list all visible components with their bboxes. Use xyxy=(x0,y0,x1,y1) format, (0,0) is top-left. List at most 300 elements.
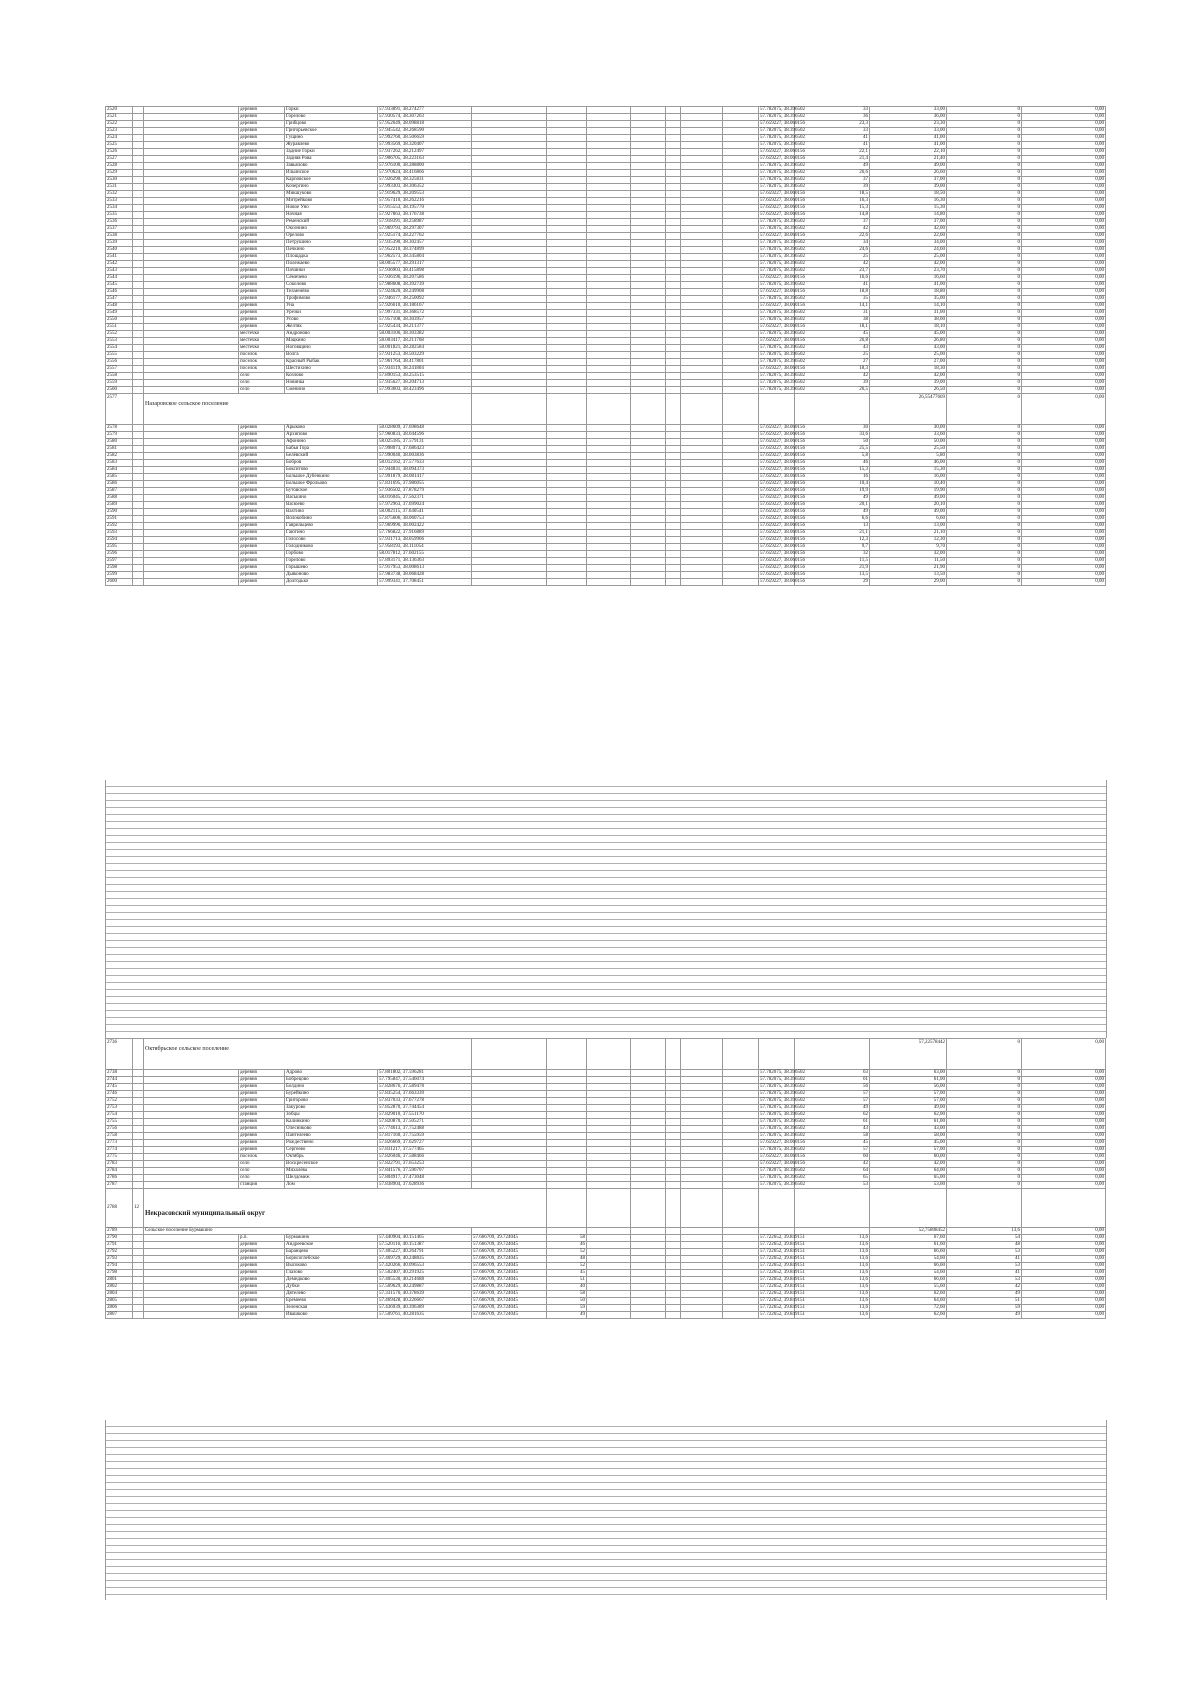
cell-n: 2581 xyxy=(106,446,133,453)
cell-center: 57.659227, 38.060156 xyxy=(760,1161,806,1166)
cell-v2: 56,00 xyxy=(870,1084,947,1091)
cell-z2: 0,00 xyxy=(1022,142,1106,149)
cell-v1: 51 xyxy=(947,1298,1022,1305)
cell-v2: 42,00 xyxy=(870,261,947,268)
cell-z2: 0,00 xyxy=(1022,191,1106,198)
cell-z1: 0 xyxy=(947,205,1022,212)
cell-c1: 57.666709, 39.724045 xyxy=(472,1298,547,1305)
cell-n: 2526 xyxy=(106,149,133,156)
table-row xyxy=(106,135,1106,142)
cell-z2: 0,00 xyxy=(1022,1312,1106,1319)
cell-n: 2745 xyxy=(106,1084,133,1091)
cell-v2: 32,00 xyxy=(870,551,947,558)
table-row xyxy=(106,191,1106,198)
table-row xyxy=(106,128,1106,135)
cell-name: Петрушино xyxy=(285,240,378,247)
cell-z1: 0 xyxy=(947,254,1022,261)
cell-z1: 0 xyxy=(947,432,1022,439)
cell-v2: 37,00 xyxy=(870,177,947,184)
cell-n: 2786 xyxy=(106,1175,133,1182)
cell-name: Шелдомеж xyxy=(285,1175,378,1182)
cell-dist: 11,5 xyxy=(795,558,870,565)
cell-z2: 0,00 xyxy=(1022,495,1106,502)
cell-type: деревня xyxy=(239,579,285,586)
cell-z1: 0 xyxy=(947,289,1022,296)
cell-name: Зеленская xyxy=(285,1305,378,1312)
cell-v2: 20,10 xyxy=(870,502,947,509)
cell-v2: 64,60 xyxy=(870,1298,947,1305)
cell-n: 2802 xyxy=(106,1284,133,1291)
cell-name: Калинкино xyxy=(285,1119,378,1126)
cell-k: 13,6 xyxy=(795,1242,870,1249)
cell-type: деревня xyxy=(239,247,285,254)
cell-dist: 34 xyxy=(795,240,870,247)
cell-z1: 0 xyxy=(947,551,1022,558)
cell-type: деревня xyxy=(239,324,285,331)
cell-dist: 26,5 xyxy=(795,387,870,394)
spreadsheet-page-lower xyxy=(105,1038,1105,1319)
cell-z2: 0,00 xyxy=(1022,261,1106,268)
cell-name: Шестихино xyxy=(285,366,378,373)
cell-n: 2598 xyxy=(106,565,133,572)
table-row xyxy=(106,1105,1106,1112)
cell-dist: 25,5 xyxy=(795,446,870,453)
cell-center: 57.659227, 38.060156 xyxy=(760,481,805,486)
table-row xyxy=(106,121,1106,128)
cell-dist: 13 xyxy=(795,523,870,530)
cell-type: местечко xyxy=(239,338,285,345)
cell-n: 2806 xyxy=(106,1305,133,1312)
section-header-2 xyxy=(106,1039,1106,1070)
cell-dist: 14,1 xyxy=(795,303,870,310)
cell-z2: 0,00 xyxy=(1022,467,1106,474)
table-row xyxy=(106,324,1106,331)
cell-z2: 0,00 xyxy=(1022,544,1106,551)
cell-z2: 0,00 xyxy=(1022,1256,1106,1263)
cell-coords: 58.002115, 37.640541 xyxy=(378,509,472,516)
cell-type: поселок xyxy=(239,366,285,373)
table-row xyxy=(106,1133,1106,1140)
cell-center: 57.782075, 38.396502 xyxy=(760,373,805,378)
table-row xyxy=(106,1175,1106,1182)
cell-coords: 57.469428, 40.226667 xyxy=(378,1298,472,1305)
cell-v2: 53,00 xyxy=(870,1182,947,1189)
table-row xyxy=(106,373,1106,380)
cell-center: 57.659227, 38.060156 xyxy=(760,205,805,210)
cell-type: деревня xyxy=(239,191,285,198)
cell-z2: 0,00 xyxy=(1022,1154,1106,1161)
cell-type: село xyxy=(239,1168,285,1175)
cell-z2: 0,00 xyxy=(1022,352,1106,359)
cell-z2: 0,00 xyxy=(1022,558,1106,565)
cell-dist: 45 xyxy=(795,1140,870,1147)
cell-z2: 0,00 xyxy=(1022,324,1106,331)
table-row xyxy=(106,1312,1106,1319)
table-row xyxy=(106,1119,1106,1126)
cell-v2: 25,00 xyxy=(870,254,947,261)
cell-z1: 0 xyxy=(947,1168,1022,1175)
cell-z2: 0,00 xyxy=(1022,226,1106,233)
cell-z2: 0,00 xyxy=(1022,114,1106,121)
table-row xyxy=(106,338,1106,345)
table-row xyxy=(106,296,1106,303)
cell-dist: 41 xyxy=(795,142,870,149)
cell-v2: 49,00 xyxy=(870,163,947,170)
table-row xyxy=(106,359,1106,366)
cell-n: 2791 xyxy=(106,1242,133,1249)
cell-d1: 46 xyxy=(547,1242,587,1249)
cell-z2: 0,00 xyxy=(1022,439,1106,446)
cell-z1: 0 xyxy=(947,282,1022,289)
cell-n: 2738 xyxy=(106,1070,133,1077)
cell-type: деревня xyxy=(239,114,285,121)
cell-center: 57.659227, 38.060156 xyxy=(760,467,805,472)
cell-n: 2584 xyxy=(106,467,133,474)
section-header xyxy=(106,394,1106,425)
cell-center: 57.659227, 38.060156 xyxy=(760,425,805,430)
cell-type: деревня xyxy=(239,226,285,233)
table-row xyxy=(106,331,1106,338)
cell-name: Сергеево xyxy=(285,1147,378,1154)
cell-type: деревня xyxy=(239,317,285,324)
cell-dist: 21,4 xyxy=(795,156,870,163)
table-row xyxy=(106,345,1106,352)
cell-dist: 9,7 xyxy=(795,544,870,551)
cell-name: Голосово xyxy=(285,537,378,544)
cell-name: Бобрецово xyxy=(285,1077,378,1084)
cell-type: деревня xyxy=(239,163,285,170)
cell-coords: 57.952649, 38.098818 xyxy=(378,121,472,128)
cell-z1: 0 xyxy=(947,387,1022,394)
cell-v2: 57,00 xyxy=(870,1147,947,1154)
cell-name: Баранцево xyxy=(285,1249,378,1256)
cell-coords: 57.934119, 38.241804 xyxy=(378,366,472,373)
cell-type: деревня xyxy=(239,509,285,516)
cell-name: Мацкино xyxy=(285,338,378,345)
cell-dist: 33 xyxy=(795,128,870,135)
cell-z2: 0,00 xyxy=(1022,1270,1106,1277)
cell-n: 2520 xyxy=(106,107,133,114)
cell-center: 57.659227, 38.060156 xyxy=(760,537,805,542)
cell-name: Орелово xyxy=(285,233,378,240)
cell-name: Трофимово xyxy=(285,296,378,303)
cell-v2: 39,00 xyxy=(870,184,947,191)
cell-dist: 23,7 xyxy=(795,268,870,275)
cell-name: Закурово xyxy=(285,1105,378,1112)
cell-z2: 0,00 xyxy=(1022,310,1106,317)
cell-name: Микшуково xyxy=(285,191,378,198)
cell-dist: 25 xyxy=(795,254,870,261)
cell-n: 2594 xyxy=(106,537,133,544)
cell-type: деревня xyxy=(239,1270,285,1277)
cell-dist: 61 xyxy=(795,1077,870,1084)
cell-z2: 0,00 xyxy=(1022,509,1106,516)
cell-n: 2530 xyxy=(106,177,133,184)
cell-z2: 0,00 xyxy=(1022,488,1106,495)
cell-coords: 57.998073, 37.686423 xyxy=(378,446,472,453)
cell-z2: 0,00 xyxy=(1022,380,1106,387)
cell-type: р.п. xyxy=(239,1235,285,1242)
cell-center: 57.659227, 38.060156 xyxy=(760,149,805,154)
cell-v2: 66,60 xyxy=(870,1249,947,1256)
cell-z2: 0,00 xyxy=(1022,1091,1106,1098)
cell-center: 57.782075, 38.396502 xyxy=(760,1147,806,1152)
cell-k: 13,6 xyxy=(795,1235,870,1242)
cell-name: Тихменёво xyxy=(285,289,378,296)
cell-v1: 53 xyxy=(947,1249,1022,1256)
cell-name: Архипово xyxy=(285,432,378,439)
cell-z1: 0 xyxy=(947,317,1022,324)
cell-dist: 31 xyxy=(795,310,870,317)
cell-v2: 72,60 xyxy=(870,1305,947,1312)
cell-coords: 57.828676, 37.589478 xyxy=(378,1084,472,1091)
cell-type: село xyxy=(239,373,285,380)
cell-z1: 0 xyxy=(947,247,1022,254)
cell-v2: 10,40 xyxy=(870,481,947,488)
cell-n: 2801 xyxy=(106,1277,133,1284)
cell-n: 2790 xyxy=(106,1235,133,1242)
cell-n: 2588 xyxy=(106,495,133,502)
cell-center: 57.659227, 38.060156 xyxy=(760,453,805,458)
cell-type: деревня xyxy=(239,425,285,432)
cell-n: 2746 xyxy=(106,1091,133,1098)
cell-n: 2549 xyxy=(106,310,133,317)
cell-type: деревня xyxy=(239,481,285,488)
cell-z2: 0,00 xyxy=(1022,366,1106,373)
cell-z1: 0 xyxy=(947,1105,1022,1112)
table-continuation-2 xyxy=(105,1420,1107,1600)
table-row xyxy=(106,268,1106,275)
cell-v2: 43,00 xyxy=(870,1126,947,1133)
cell-v2: 19,90 xyxy=(870,488,947,495)
cell-center: 57.659227, 38.060156 xyxy=(760,544,805,549)
cell-v2: 14,80 xyxy=(870,212,947,219)
cell-n: 2805 xyxy=(106,1298,133,1305)
cell-dist: 5,8 xyxy=(795,453,870,460)
cell-v2: 41,00 xyxy=(870,135,947,142)
cell-z2: 0,00 xyxy=(1022,1235,1106,1242)
cell-type: деревня xyxy=(239,551,285,558)
cell-coords: 57.936196, 38.207586 xyxy=(378,275,472,282)
cell-n: 2589 xyxy=(106,502,133,509)
cell-coords: 57.509761, 40.281635 xyxy=(378,1312,472,1319)
cell-c1: 57.666709, 39.724045 xyxy=(472,1242,547,1249)
table-row xyxy=(106,1112,1106,1119)
cell-c1: 57.666709, 39.724045 xyxy=(472,1277,547,1284)
cell-v2: 54,60 xyxy=(870,1270,947,1277)
cell-z2: 0,00 xyxy=(1022,1140,1106,1147)
cell-v2: 62,00 xyxy=(870,1112,947,1119)
cell-name: Бобров xyxy=(285,460,378,467)
cell-type: деревня xyxy=(239,1098,285,1105)
cell-type: поселок xyxy=(239,1154,285,1161)
cell-coords: 57.957410, 38.262216 xyxy=(378,198,472,205)
cell-center: 57.782075, 38.396502 xyxy=(760,1077,806,1082)
table-row xyxy=(106,1091,1106,1098)
cell-center: 57.782075, 38.396502 xyxy=(760,331,805,336)
cell-v2: 15,30 xyxy=(870,205,947,212)
cell-center: 57.659227, 38.060156 xyxy=(760,530,805,535)
cell-center: 57.659227, 38.060156 xyxy=(760,1140,806,1145)
cell-coords: 58.001821, 38.282584 xyxy=(378,345,472,352)
cell-dist: 37 xyxy=(795,177,870,184)
cell-z1: 0 xyxy=(947,345,1022,352)
table-row xyxy=(106,516,1106,523)
table-row xyxy=(106,219,1106,226)
table-row xyxy=(106,1154,1106,1161)
cell-type: деревня xyxy=(239,565,285,572)
cell-z2: 0,00 xyxy=(1022,303,1106,310)
cell-v2: 16,60 xyxy=(870,275,947,282)
cell-dist: 13,5 xyxy=(795,572,870,579)
table-row xyxy=(106,352,1106,359)
cell-v2: 35,00 xyxy=(870,296,947,303)
table-row xyxy=(106,1263,1106,1270)
cell-coords: 57.420266, 40.096553 xyxy=(378,1263,472,1270)
cell-n: 2546 xyxy=(106,289,133,296)
table-row xyxy=(106,1298,1106,1305)
cell-n: 2752 xyxy=(106,1098,133,1105)
cell-v1: 53 xyxy=(947,1263,1022,1270)
cell-coords: 57.969793, 38.297307 xyxy=(378,226,472,233)
cell-coords: 57.774613, 37.752488 xyxy=(378,1126,472,1133)
cell-dist: 18,3 xyxy=(795,366,870,373)
cell-dist: 63 xyxy=(795,1070,870,1077)
cell-dist: 65 xyxy=(795,1175,870,1182)
cell-center: 57.722652, 39.849151 xyxy=(760,1249,806,1254)
cell-type: деревня xyxy=(239,219,285,226)
cell-coords: 57.440904, 40.151465 xyxy=(378,1235,472,1242)
section-title-2: Октябрьское сельское поселение xyxy=(144,1039,472,1070)
cell-n: 2784 xyxy=(106,1168,133,1175)
cell-center: 57.782075, 38.396502 xyxy=(760,219,805,224)
cell-n: 2552 xyxy=(106,331,133,338)
cell-dist: 30 xyxy=(795,425,870,432)
cell-v2: 61,00 xyxy=(870,1119,947,1126)
cell-n: 2541 xyxy=(106,254,133,261)
cell-coords: 57.972963, 37.699024 xyxy=(378,502,472,509)
cell-z1: 0 xyxy=(947,366,1022,373)
cell-center: 57.659227, 38.060156 xyxy=(760,488,805,493)
cell-name: Михалёва xyxy=(285,1168,378,1175)
cell-z1: 0 xyxy=(947,128,1022,135)
table-row xyxy=(106,1270,1106,1277)
cell-z2: 0,00 xyxy=(1022,1098,1106,1105)
cell-z1: 0 xyxy=(947,114,1022,121)
cell-dist: 36 xyxy=(795,114,870,121)
cell-type: деревня xyxy=(239,212,285,219)
cell-v2: 9,70 xyxy=(870,544,947,551)
cell-type: деревня xyxy=(239,1263,285,1270)
cell-z1: 0 xyxy=(947,474,1022,481)
cell-k: 13,6 xyxy=(795,1263,870,1270)
cell-type: станция xyxy=(239,1182,285,1189)
cell-center: 57.659227, 38.060156 xyxy=(760,439,805,444)
cell-center: 57.782075, 38.396502 xyxy=(760,1182,806,1187)
cell-z1: 0 xyxy=(947,1077,1022,1084)
cell-v2: 61,60 xyxy=(870,1242,947,1249)
cell-n: 2804 xyxy=(106,1291,133,1298)
cell-coords: 57.993569, 38.320407 xyxy=(378,142,472,149)
cell-v2: 24,60 xyxy=(870,247,947,254)
cell-type: поселок xyxy=(239,352,285,359)
cell-name: Грибцово xyxy=(285,121,378,128)
cell-v2: 65,00 xyxy=(870,1175,947,1182)
cell-center: 57.782075, 38.396502 xyxy=(760,184,805,189)
spreadsheet-page xyxy=(105,106,1105,586)
table-row xyxy=(106,254,1106,261)
cell-dist: 42 xyxy=(795,226,870,233)
cell-coords: 57.958193, 38.111054 xyxy=(378,544,472,551)
cell-z2: 0,00 xyxy=(1022,205,1106,212)
cell-name: Горышево xyxy=(285,565,378,572)
table-row xyxy=(106,502,1106,509)
cell-center: 57.782075, 38.396502 xyxy=(760,1084,806,1089)
cell-z1: 0 xyxy=(947,1161,1022,1168)
municipal-row: 2788 12 Некрасовский муниципальный округ xyxy=(106,1189,1106,1228)
cell-type: деревня xyxy=(239,156,285,163)
cell-n: 2535 xyxy=(106,212,133,219)
cell-center: 57.659227, 38.060156 xyxy=(760,275,805,280)
cell-dist: 26,6 xyxy=(795,170,870,177)
cell-k: 13,6 xyxy=(795,1298,870,1305)
cell-z2: 0,00 xyxy=(1022,453,1106,460)
cell-type: деревня xyxy=(239,544,285,551)
section-title-3: Сельское поселение Бурмакино xyxy=(144,1228,472,1235)
cell-k: 13,6 xyxy=(795,1305,870,1312)
cell-center: 57.659227, 38.060156 xyxy=(760,191,805,196)
cell-z1: 0 xyxy=(947,1133,1022,1140)
cell-center: 57.782075, 38.396502 xyxy=(760,1070,806,1075)
table-row xyxy=(106,1147,1106,1154)
cell-coords: 57.924620, 38.249908 xyxy=(378,289,472,296)
cell-name: Большое Фрольово xyxy=(285,481,378,488)
table-row xyxy=(106,572,1106,579)
cell-center: 57.722652, 39.849151 xyxy=(760,1291,806,1296)
cell-name: Полежаево xyxy=(285,261,378,268)
cell-center: 57.782075, 38.396502 xyxy=(760,380,805,385)
cell-coords: 57.952210, 38.374899 xyxy=(378,247,472,254)
cell-name: Григорово xyxy=(285,1098,378,1105)
cell-coords: 57.926610, 38.186167 xyxy=(378,303,472,310)
cell-type: деревня xyxy=(239,275,285,282)
cell-n: 2540 xyxy=(106,247,133,254)
cell-z1: 0 xyxy=(947,212,1022,219)
cell-dist: 39 xyxy=(795,380,870,387)
cell-center: 57.782075, 38.396502 xyxy=(760,135,805,140)
table-row xyxy=(106,544,1106,551)
cell-coords: 57.917953, 38.008613 xyxy=(378,565,472,572)
cell-c1: 57.666709, 39.724045 xyxy=(472,1305,547,1312)
cell-type: деревня xyxy=(239,495,285,502)
cell-dist: 15,3 xyxy=(795,467,870,474)
cell-n: 2579 xyxy=(106,432,133,439)
cell-center: 57.659227, 38.060156 xyxy=(760,495,805,500)
cell-type: деревня xyxy=(239,460,285,467)
cell-z2: 0,00 xyxy=(1022,240,1106,247)
cell-z2: 0,00 xyxy=(1022,516,1106,523)
cell-dist: 25 xyxy=(795,352,870,359)
cell-dist: 16 xyxy=(795,474,870,481)
cell-v2: 50,00 xyxy=(870,439,947,446)
cell-coords: 57.820870, 37.505271 xyxy=(378,1119,472,1126)
cell-n: 2554 xyxy=(106,345,133,352)
cell-z1: 0 xyxy=(947,1098,1022,1105)
cell-type: деревня xyxy=(239,205,285,212)
cell-center: 57.782075, 38.396502 xyxy=(760,1098,806,1103)
cell-type: деревня xyxy=(239,1084,285,1091)
cell-name: Карповское xyxy=(285,177,378,184)
